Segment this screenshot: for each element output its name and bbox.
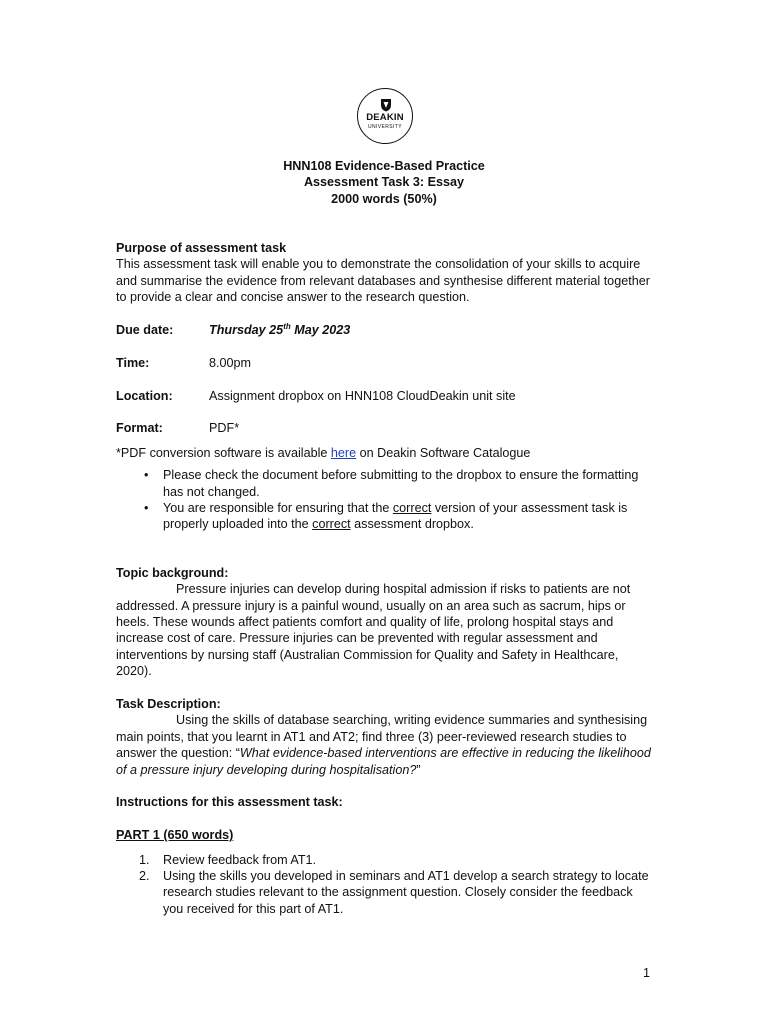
- software-catalogue-link[interactable]: here: [330, 445, 357, 460]
- location-row: [116, 388, 656, 404]
- due-date-value: Thursday 25th May 2023: [209, 321, 351, 338]
- assessment-title: Assessment Task 3: Essay: [303, 175, 465, 190]
- list-item: • Please check the document before submitting to the dropbox to ensure the formatting has not changed.: [144, 468, 639, 499]
- pdf-note: *PDF conversion software is available here on Deakin Software Catalogue: [116, 445, 531, 460]
- location-value: Assignment dropbox on HNN108 CloudDeakin unit site: [209, 388, 516, 403]
- location-label: Location:: [116, 388, 173, 403]
- submission-checklist: [116, 467, 656, 533]
- list-item: 1. Review feedback from AT1.: [139, 852, 317, 867]
- course-title: HNN108 Evidence-Based Practice: [283, 159, 485, 173]
- deakin-logo: [357, 88, 413, 144]
- due-date-row: [116, 322, 656, 338]
- instructions-heading: Instructions for this assessment task:: [116, 795, 343, 810]
- format-value: PDF*: [209, 421, 240, 436]
- part1-steps: [116, 852, 656, 918]
- purpose-heading: Purpose of assessment task: [116, 241, 287, 255]
- due-date-label: Due date:: [116, 323, 174, 338]
- document-header: [0, 158, 768, 207]
- bullet-icon: •: [144, 468, 149, 483]
- list-item: 2. Using the skills you developed in seminars and AT1 develop a search strategy to locate research studies relevant to the assignment question. Closely consider the feedback you received for this part of AT1.: [139, 869, 649, 916]
- document-body: [116, 240, 656, 917]
- bullet-icon: •: [144, 500, 149, 515]
- format-row: [116, 420, 656, 436]
- university-crest-icon: [380, 98, 392, 112]
- time-row: [116, 355, 656, 371]
- time-label: Time:: [116, 355, 150, 370]
- logo-name: DEAKIN: [366, 112, 404, 123]
- time-value: 8.00pm: [209, 355, 252, 370]
- logo-subtitle: UNIVERSITY: [367, 124, 402, 130]
- format-label: Format:: [116, 421, 163, 436]
- part1-heading: PART 1 (650 words): [116, 828, 234, 843]
- research-question: What evidence-based interventions are effective in reducing the likelihood of a pressure injury developing during hospitalisation?: [116, 746, 651, 777]
- topic-text: Pressure injuries can develop during hospital admission if risks to patients are not addressed. A pressure injury is a painful wound, usually on an area such as sacrum, hips or heels. These wounds affect patients comfort and quality of life, prolong hospital stays and increase cost of care. Pressure injuries can be prevented with regular assessment and interventions by nursing staff (Australian Commission for Quality and Safety in Healthcare, 2020).: [116, 582, 631, 679]
- task-text: Using the skills of database searching, writing evidence summaries and synthesising main points, that you learnt in AT1 and AT2; find three (3) peer-reviewed research studies to answer the question: “What evidence-based interventions are effective in reducing the likelihood of a pressure injury developing during hospitalisation?”: [116, 713, 651, 777]
- purpose-text: This assessment task will enable you to demonstrate the consolidation of your skills to acquire and summarise the evidence from relevant databases and synthesise different material together to provide a clear and concise answer to the research question.: [116, 257, 650, 305]
- word-count: 2000 words (50%): [331, 191, 437, 206]
- page-number: 1: [643, 966, 651, 980]
- task-heading: Task Description:: [116, 697, 221, 712]
- topic-heading: Topic background:: [116, 565, 229, 580]
- list-item: • You are responsible for ensuring that the correct version of your assessment task is properly uploaded into the correct assessment dropbox.: [144, 500, 628, 532]
